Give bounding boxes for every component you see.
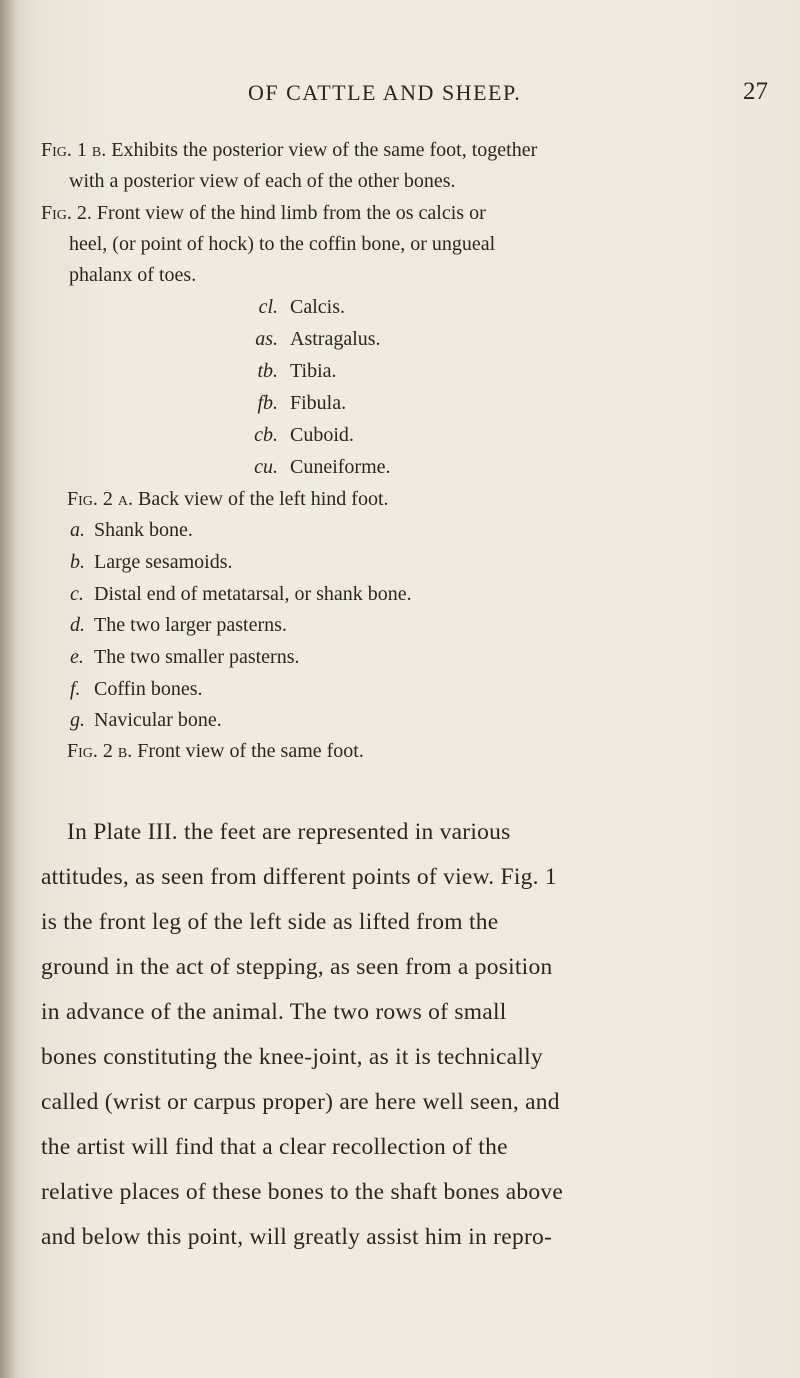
caption-line xyxy=(67,739,364,763)
legend-entry xyxy=(70,518,193,542)
caption-text: Back view of the left hind foot. xyxy=(138,488,389,510)
fig-label: Fig. 2 b. xyxy=(67,740,133,762)
legend-name: Fibula. xyxy=(290,392,347,414)
caption-text: phalanx of toes. xyxy=(69,264,197,286)
legend-key: cl. xyxy=(258,296,278,318)
paragraph-line: ground in the act of stepping, as seen from a position xyxy=(41,954,553,980)
caption-line xyxy=(69,169,456,193)
legend-entry xyxy=(70,677,203,701)
legend-key: cb. xyxy=(254,424,278,446)
legend-key: e. xyxy=(70,646,84,668)
legend-name: Tibia. xyxy=(290,360,337,382)
legend-name: Cuneiforme. xyxy=(290,456,391,478)
fig-label: Fig. 2 a. xyxy=(67,488,134,510)
legend-entry xyxy=(240,359,337,383)
legend-entry xyxy=(240,295,345,319)
legend-name: Shank bone. xyxy=(94,519,193,541)
legend-key: tb. xyxy=(257,360,278,382)
legend-key: d. xyxy=(70,614,85,636)
legend-key: a. xyxy=(70,519,85,541)
caption-line xyxy=(67,487,389,511)
legend-name: Astragalus. xyxy=(290,328,381,350)
paragraph-line: is the front leg of the left side as lifted from the xyxy=(41,909,499,935)
running-title: OF CATTLE AND SHEEP. xyxy=(248,80,522,105)
legend-entry xyxy=(240,423,354,447)
paragraph-line: and below this point, will greatly assist him in repro- xyxy=(41,1224,553,1250)
caption-text: Front view of the hind limb from the os calcis or xyxy=(96,202,486,224)
paragraph-line: in advance of the animal. The two rows of small xyxy=(41,999,507,1025)
running-head xyxy=(0,80,800,110)
caption-line xyxy=(41,138,537,162)
paragraph-line: relative places of these bones to the shaft bones above xyxy=(41,1179,564,1205)
legend-name: Coffin bones. xyxy=(94,678,203,700)
caption-line xyxy=(41,201,486,225)
binding-shadow xyxy=(0,0,18,1378)
paragraph-line: bones constituting the knee-joint, as it is technically xyxy=(41,1044,543,1070)
caption-line xyxy=(69,232,495,256)
legend-entry xyxy=(70,613,287,637)
legend-entry xyxy=(240,455,391,479)
page-number: 27 xyxy=(743,78,768,105)
legend-name: Calcis. xyxy=(290,296,345,318)
fig-label: Fig. 2. xyxy=(41,202,92,224)
legend-name: Navicular bone. xyxy=(94,709,222,731)
caption-text: with a posterior view of each of the other bones. xyxy=(69,170,456,192)
fig-label: Fig. 1 b. xyxy=(41,139,107,161)
caption-text: Exhibits the posterior view of the same foot, together xyxy=(111,139,538,161)
legend-entry xyxy=(240,391,346,415)
paragraph-line: In Plate III. the feet are represented in various xyxy=(67,819,511,845)
legend-name: Cuboid. xyxy=(290,424,354,446)
paragraph-line: attitudes, as seen from different points of view. Fig. 1 xyxy=(41,864,557,890)
caption-text: heel, (or point of hock) to the coffin bone, or ungueal xyxy=(69,233,496,255)
legend-entry xyxy=(70,645,300,669)
caption-line xyxy=(69,263,196,287)
legend-key: b. xyxy=(70,551,85,573)
legend-entry xyxy=(70,582,412,606)
paragraph-line: the artist will find that a clear recollection of the xyxy=(41,1134,508,1160)
legend-entry xyxy=(240,327,381,351)
legend-key: g. xyxy=(70,709,85,731)
legend-key: as. xyxy=(255,328,278,350)
legend-key: cu. xyxy=(254,456,278,478)
legend-entry xyxy=(70,550,233,574)
caption-text: Front view of the same foot. xyxy=(137,740,364,762)
legend-name: Distal end of metatarsal, or shank bone. xyxy=(94,583,412,605)
legend-key: f. xyxy=(70,678,81,700)
paragraph-line: called (wrist or carpus proper) are here well seen, and xyxy=(41,1089,560,1115)
legend-entry xyxy=(70,708,222,732)
legend-name: The two larger pasterns. xyxy=(94,614,287,636)
legend-name: Large sesamoids. xyxy=(94,551,233,573)
legend-key: c. xyxy=(70,583,84,605)
legend-key: fb. xyxy=(257,392,278,414)
legend-name: The two smaller pasterns. xyxy=(94,646,300,668)
